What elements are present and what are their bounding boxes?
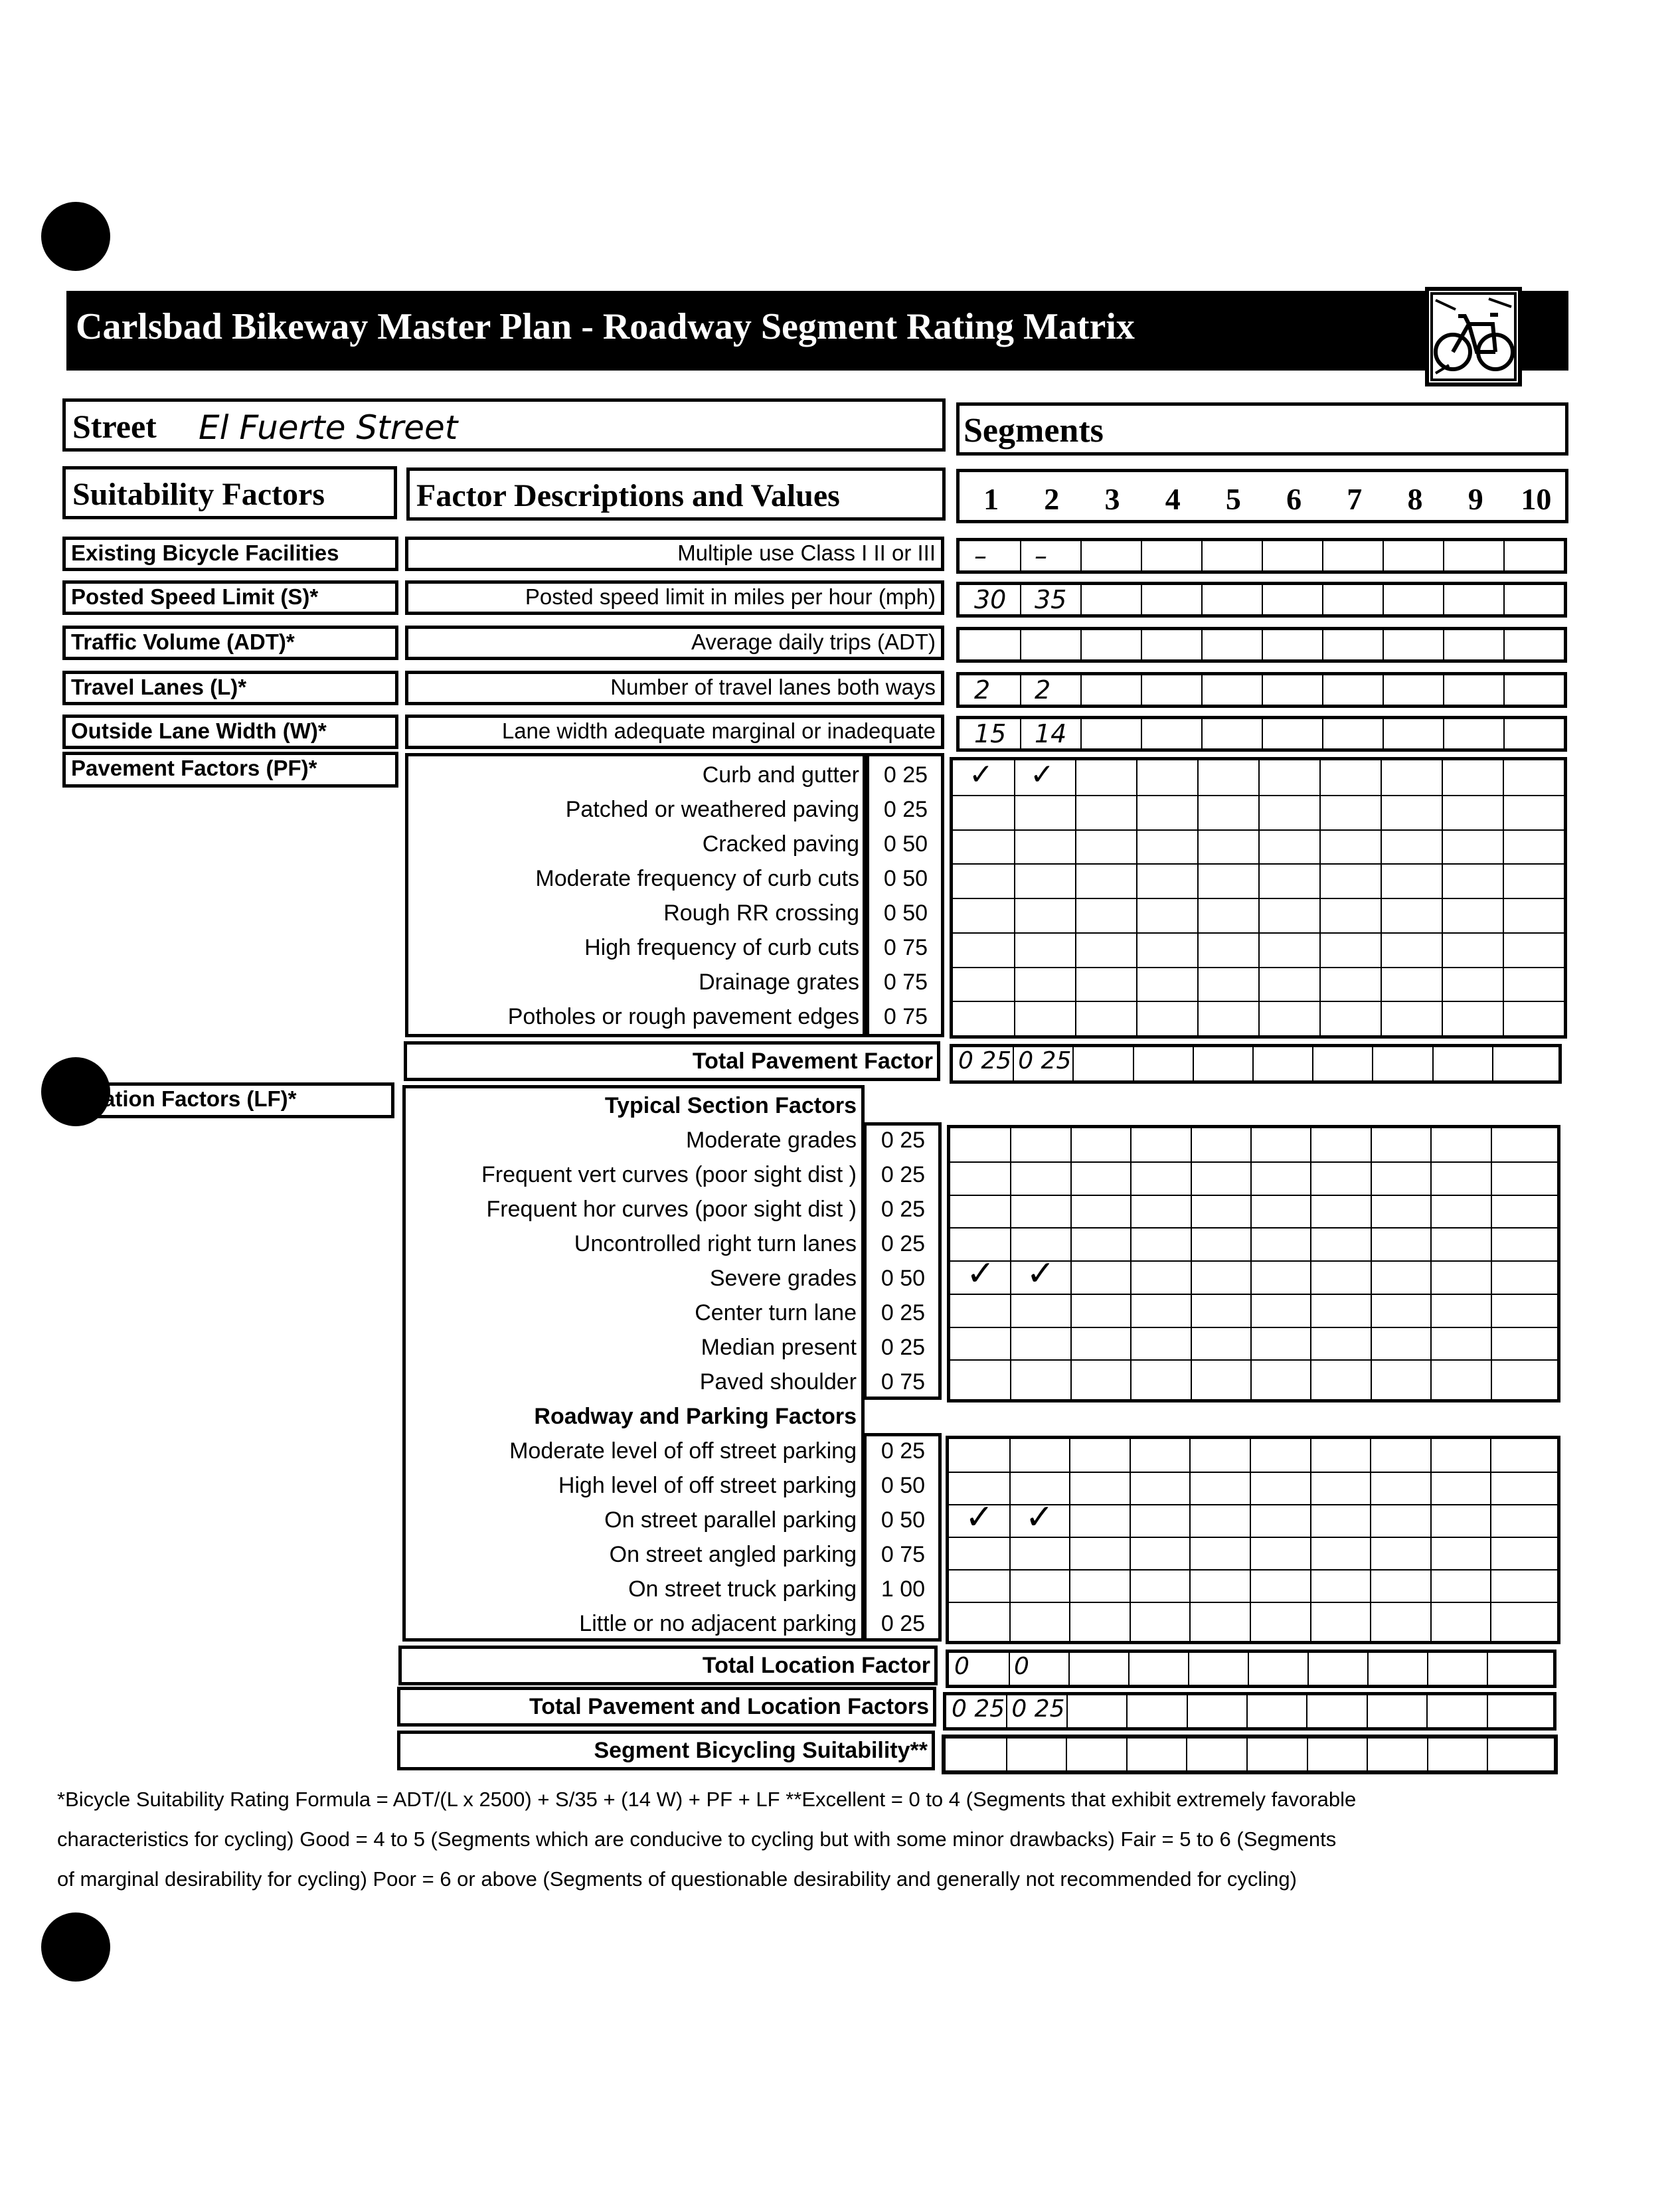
factor-grid-col-line xyxy=(1201,630,1203,659)
pavement-value-2: 0 50 xyxy=(883,831,928,857)
pavement-grid-row-line xyxy=(953,863,1564,865)
roadway-desc-4: On street truck parking xyxy=(628,1576,857,1602)
factor-entry-3-1[interactable]: 2 xyxy=(1035,675,1051,705)
factor-grid-col-line xyxy=(1141,719,1142,748)
factor-entry-1-1[interactable]: 35 xyxy=(1035,585,1067,614)
factor-grid-col-line xyxy=(1383,630,1384,659)
pavement-desc-4: Rough RR crossing xyxy=(663,900,859,926)
roadway-col-line xyxy=(1189,1439,1191,1641)
pavement-factors-label: Pavement Factors (PF)* xyxy=(62,752,398,788)
segment-number-5: 5 xyxy=(1225,482,1241,516)
factor-grid-col-line xyxy=(1080,585,1082,614)
typical-col-line xyxy=(1371,1128,1372,1399)
total-location-col-line xyxy=(1367,1653,1369,1685)
factor-grid-col-line xyxy=(1080,719,1082,748)
factor-grid-col-line xyxy=(1262,630,1263,659)
suitability-col-line xyxy=(1126,1739,1128,1770)
suitability-col-line xyxy=(1006,1739,1007,1770)
factor-grid-col-line xyxy=(1322,585,1323,614)
total-combined-col-line xyxy=(1487,1695,1488,1727)
segment-number-6: 6 xyxy=(1286,482,1302,516)
factor-grid-col-line xyxy=(1141,541,1142,570)
pavement-desc-1: Patched or weathered paving xyxy=(565,797,859,822)
pavement-grid-row-line xyxy=(953,932,1564,934)
pavement-grid-row-line xyxy=(953,795,1564,796)
roadway-desc-2: On street parallel parking xyxy=(604,1507,857,1533)
factor-grid-4 xyxy=(956,716,1567,752)
typical-col-line xyxy=(1310,1128,1311,1399)
typical-section-head: Typical Section Factors xyxy=(604,1093,857,1118)
page-title: Carlsbad Bikeway Master Plan - Roadway Segment Rating Matrix xyxy=(76,306,1135,347)
typical-value-1: 0 25 xyxy=(881,1162,926,1187)
factor-grid-col-line xyxy=(1262,585,1263,614)
roadway-value-5: 0 25 xyxy=(881,1611,926,1636)
typical-row-line xyxy=(950,1161,1557,1163)
factor-label-2: Traffic Volume (ADT)* xyxy=(62,626,398,660)
total-location-col-line xyxy=(1427,1653,1428,1685)
roadway-value-0: 0 25 xyxy=(881,1438,926,1464)
factor-label-0: Existing Bicycle Facilities xyxy=(62,537,398,571)
total-pavement-col-line xyxy=(1492,1047,1493,1080)
factor-grid-col-line xyxy=(1201,719,1203,748)
factor-grid-col-line xyxy=(1080,630,1082,659)
punch-hole-bottom xyxy=(41,1912,110,1982)
factor-label-1: Posted Speed Limit (S)* xyxy=(62,580,398,615)
total-combined-entry-0[interactable]: 0 25 xyxy=(952,1695,1005,1723)
factor-grid-col-line xyxy=(1262,675,1263,705)
typical-col-line xyxy=(1010,1128,1011,1399)
factor-desc-3: Number of travel lanes both ways xyxy=(405,671,944,705)
total-pavement-col-line xyxy=(1252,1047,1254,1080)
factor-grid-col-line xyxy=(1020,719,1021,748)
factor-grid-col-line xyxy=(1443,630,1444,659)
segment-number-10: 10 xyxy=(1521,482,1552,516)
total-pavement-grid xyxy=(950,1044,1562,1084)
total-pavement-entry-0[interactable]: 0 25 xyxy=(958,1047,1012,1074)
total-pavement-col-line xyxy=(1133,1047,1134,1080)
roadway-check-2-1[interactable]: ✓ xyxy=(1025,1497,1054,1537)
suitability-label: Segment Bicycling Suitability** xyxy=(594,1738,928,1763)
factor-entry-0-0[interactable]: – xyxy=(974,541,987,570)
suitability-col-line xyxy=(1066,1739,1067,1770)
suitability-col-line xyxy=(1487,1739,1488,1770)
factor-grid-col-line xyxy=(1503,541,1505,570)
factor-desc-4: Lane width adequate marginal or inadequate xyxy=(405,715,944,749)
typical-desc-3: Uncontrolled right turn lanes xyxy=(574,1231,857,1256)
footnote-line-1: *Bicycle Suitability Rating Formula = ADT/(L x 2500) + S/35 + (14 W) + PF + LF **Excellent = 0 to 4 (Segments that exhibit extremely favorable xyxy=(57,1788,1357,1811)
total-location-label-box xyxy=(398,1646,938,1685)
factor-grid-col-line xyxy=(1080,675,1082,705)
roadway-row-line xyxy=(949,1569,1557,1570)
typical-row-line xyxy=(950,1359,1557,1361)
pavement-grid-row-line xyxy=(953,967,1564,968)
roadway-check-2-0[interactable]: ✓ xyxy=(965,1497,994,1537)
segments-label: Segments xyxy=(964,412,1104,450)
factor-grid-col-line xyxy=(1443,719,1444,748)
suitability-col-line xyxy=(1246,1739,1248,1770)
pavement-segment-grid xyxy=(950,757,1567,1039)
roadway-col-line xyxy=(1430,1439,1432,1641)
roadway-value-4: 1 00 xyxy=(881,1576,926,1602)
factor-grid-col-line xyxy=(1262,719,1263,748)
typical-check-4-1[interactable]: ✓ xyxy=(1026,1254,1055,1294)
pavement-check-0-0[interactable]: ✓ xyxy=(969,758,993,792)
punch-hole-top xyxy=(41,202,110,271)
factor-grid-col-line xyxy=(1383,719,1384,748)
typical-desc-5: Center turn lane xyxy=(695,1300,857,1325)
factor-grid-col-line xyxy=(1020,585,1021,614)
factor-desc-0: Multiple use Class I II or III xyxy=(405,537,944,571)
location-factors-label: ation Factors (LF)* xyxy=(62,1082,394,1118)
pavement-value-5: 0 75 xyxy=(883,935,928,960)
total-location-col-line xyxy=(1068,1653,1070,1685)
factor-grid-col-line xyxy=(1383,675,1384,705)
roadway-desc-3: On street angled parking xyxy=(609,1542,857,1567)
pavement-grid-row-line xyxy=(953,829,1564,831)
total-combined-col-line xyxy=(1246,1695,1248,1727)
factor-grid-col-line xyxy=(1262,541,1263,570)
pavement-value-0: 0 25 xyxy=(883,762,928,788)
factor-grid-col-line xyxy=(1020,630,1021,659)
factor-grid-col-line xyxy=(1383,585,1384,614)
typical-col-line xyxy=(1130,1128,1132,1399)
factor-entry-0-1[interactable]: – xyxy=(1035,541,1047,570)
roadway-col-line xyxy=(1250,1439,1251,1641)
total-location-col-line xyxy=(1487,1653,1488,1685)
factor-grid-col-line xyxy=(1503,719,1505,748)
roadway-desc-1: High level of off street parking xyxy=(558,1473,857,1498)
descriptions-header-box xyxy=(406,467,946,521)
factor-grid-col-line xyxy=(1020,541,1021,570)
suitability-col-line xyxy=(1307,1739,1308,1770)
roadway-col-line xyxy=(1490,1439,1491,1641)
factor-entry-3-0[interactable]: 2 xyxy=(974,675,991,705)
total-combined-col-line xyxy=(1426,1695,1428,1727)
factor-grid-col-line xyxy=(1080,541,1082,570)
factor-grid-col-line xyxy=(1383,541,1384,570)
factor-grid-col-line xyxy=(1201,675,1203,705)
pavement-value-1: 0 25 xyxy=(883,797,928,822)
factor-grid-col-line xyxy=(1503,630,1505,659)
total-combined-label: Total Pavement and Location Factors xyxy=(529,1694,929,1719)
roadway-row-line xyxy=(949,1472,1557,1473)
total-pavement-col-line xyxy=(1432,1047,1434,1080)
factor-grid-2 xyxy=(956,627,1567,663)
factor-grid-col-line xyxy=(1503,675,1505,705)
bicycle-logo-icon xyxy=(1425,287,1522,386)
total-pavement-col-line xyxy=(1372,1047,1373,1080)
total-pavement-label-box xyxy=(404,1041,940,1081)
total-location-entry-0[interactable]: 0 xyxy=(954,1653,969,1680)
factor-grid-3 xyxy=(956,672,1567,708)
total-combined-col-line xyxy=(1066,1695,1068,1727)
typical-segment-grid xyxy=(947,1125,1560,1402)
factor-grid-0 xyxy=(956,538,1567,574)
segment-numbers-box xyxy=(956,469,1568,523)
typical-value-4: 0 50 xyxy=(881,1266,926,1291)
typical-value-5: 0 25 xyxy=(881,1300,926,1325)
factor-grid-col-line xyxy=(1322,541,1323,570)
total-pavement-col-line xyxy=(1312,1047,1313,1080)
total-location-grid xyxy=(946,1650,1556,1688)
total-combined-col-line xyxy=(1367,1695,1368,1727)
typical-desc-1: Frequent vert curves (poor sight dist ) xyxy=(481,1162,857,1187)
roadway-desc-0: Moderate level of off street parking xyxy=(509,1438,857,1464)
pavement-desc-0: Curb and gutter xyxy=(702,762,859,788)
segments-box xyxy=(956,402,1568,456)
typical-value-7: 0 75 xyxy=(881,1369,926,1395)
factor-grid-col-line xyxy=(1503,585,1505,614)
factor-entry-4-0[interactable]: 15 xyxy=(974,719,1007,748)
pavement-desc-7: Potholes or rough pavement edges xyxy=(507,1004,859,1029)
factor-desc-1: Posted speed limit in miles per hour (mph) xyxy=(405,580,944,615)
pavement-grid-row-line xyxy=(953,1001,1564,1002)
title-banner xyxy=(66,291,1568,371)
typical-col-line xyxy=(1191,1128,1192,1399)
factor-desc-2: Average daily trips (ADT) xyxy=(405,626,944,660)
typical-value-3: 0 25 xyxy=(881,1231,926,1256)
roadway-value-2: 0 50 xyxy=(881,1507,926,1533)
total-location-col-line xyxy=(1009,1653,1010,1685)
typical-value-0: 0 25 xyxy=(881,1128,926,1153)
total-location-col-line xyxy=(1128,1653,1130,1685)
typical-col-line xyxy=(1250,1128,1252,1399)
factor-grid-col-line xyxy=(1443,585,1444,614)
segment-number-9: 9 xyxy=(1468,482,1483,516)
factor-grid-col-line xyxy=(1141,630,1142,659)
roadway-value-box xyxy=(863,1433,942,1642)
roadway-value-1: 0 50 xyxy=(881,1473,926,1498)
total-combined-entry-1[interactable]: 0 25 xyxy=(1011,1695,1065,1723)
typical-col-line xyxy=(1070,1128,1072,1399)
pavement-value-6: 0 75 xyxy=(883,970,928,995)
segment-number-4: 4 xyxy=(1165,482,1181,516)
roadway-desc-5: Little or no adjacent parking xyxy=(579,1611,857,1636)
total-location-col-line xyxy=(1248,1653,1249,1685)
typical-value-6: 0 25 xyxy=(881,1335,926,1360)
total-location-label: Total Location Factor xyxy=(702,1653,930,1678)
segment-number-1: 1 xyxy=(983,482,999,516)
roadway-row-line xyxy=(949,1602,1557,1603)
typical-row-line xyxy=(950,1195,1557,1196)
factor-grid-col-line xyxy=(1141,675,1142,705)
factor-grid-col-line xyxy=(1443,541,1444,570)
factor-grid-col-line xyxy=(1020,675,1021,705)
total-location-entry-1[interactable]: 0 xyxy=(1014,1653,1029,1680)
total-combined-col-line xyxy=(1306,1695,1307,1727)
factor-grid-col-line xyxy=(1201,585,1203,614)
suitability-grid xyxy=(942,1735,1558,1774)
suitability-col-line xyxy=(1186,1739,1187,1770)
roadway-value-3: 0 75 xyxy=(881,1542,926,1567)
suitability-col-line xyxy=(1427,1739,1428,1770)
factor-entry-4-1[interactable]: 14 xyxy=(1035,719,1067,748)
footnote-line-3: of marginal desirability for cycling) Poor = 6 or above (Segments of questionable desirability and generally not recommended for cycling) xyxy=(57,1867,1297,1891)
factor-entry-1-0[interactable]: 30 xyxy=(974,585,1007,614)
pavement-value-3: 0 50 xyxy=(883,866,928,891)
typical-value-2: 0 25 xyxy=(881,1197,926,1222)
total-location-col-line xyxy=(1188,1653,1189,1685)
total-pavement-entry-1[interactable]: 0 25 xyxy=(1018,1047,1072,1074)
total-pavement-col-line xyxy=(1013,1047,1014,1080)
factor-grid-col-line xyxy=(1201,541,1203,570)
pavement-grid-row-line xyxy=(953,898,1564,899)
pavement-value-7: 0 75 xyxy=(883,1004,928,1029)
factor-grid-col-line xyxy=(1141,585,1142,614)
factor-grid-col-line xyxy=(1322,675,1323,705)
typical-desc-7: Paved shoulder xyxy=(699,1369,857,1395)
segment-number-3: 3 xyxy=(1104,482,1120,516)
suitability-col-line xyxy=(1367,1739,1368,1770)
segment-number-8: 8 xyxy=(1407,482,1423,516)
total-pavement-col-line xyxy=(1072,1047,1074,1080)
typical-row-line xyxy=(950,1294,1557,1295)
roadway-parking-head: Roadway and Parking Factors xyxy=(534,1404,857,1429)
typical-row-line xyxy=(950,1227,1557,1229)
typical-col-line xyxy=(1491,1128,1492,1399)
street-label: Street xyxy=(72,408,157,445)
pavement-desc-6: Drainage grates xyxy=(699,970,859,995)
total-combined-col-line xyxy=(1006,1695,1007,1727)
factor-label-4: Outside Lane Width (W)* xyxy=(62,715,398,749)
typical-desc-0: Moderate grades xyxy=(685,1128,857,1153)
roadway-segment-grid xyxy=(946,1436,1560,1644)
pavement-value-4: 0 50 xyxy=(883,900,928,926)
total-pavement-col-line xyxy=(1193,1047,1194,1080)
typical-check-4-0[interactable]: ✓ xyxy=(966,1254,995,1294)
roadway-col-line xyxy=(1130,1439,1131,1641)
pavement-desc-5: High frequency of curb cuts xyxy=(584,935,859,960)
segment-number-7: 7 xyxy=(1347,482,1363,516)
total-combined-label-box xyxy=(397,1687,936,1727)
pavement-check-0-1[interactable]: ✓ xyxy=(1030,758,1054,792)
suitability-header-box xyxy=(62,466,397,519)
footnote-line-2: characteristics for cycling) Good = 4 to 5 (Segments which are conducive to cycling but with some minor drawbacks) Fair = 5 to 6 (Segments xyxy=(57,1827,1337,1851)
total-combined-col-line xyxy=(1187,1695,1188,1727)
total-combined-col-line xyxy=(1126,1695,1128,1727)
pavement-desc-2: Cracked paving xyxy=(702,831,859,857)
factor-grid-col-line xyxy=(1443,675,1444,705)
roadway-col-line xyxy=(1009,1439,1011,1641)
street-box xyxy=(62,398,946,452)
descriptions-header: Factor Descriptions and Values xyxy=(416,478,840,513)
factor-label-3: Travel Lanes (L)* xyxy=(62,671,398,705)
total-combined-grid xyxy=(943,1692,1556,1731)
suitability-label-box xyxy=(397,1731,935,1770)
typical-value-box xyxy=(863,1122,942,1400)
typical-desc-2: Frequent hor curves (poor sight dist ) xyxy=(486,1197,857,1222)
suitability-header: Suitability Factors xyxy=(72,477,325,512)
typical-col-line xyxy=(1430,1128,1432,1399)
total-pavement-label: Total Pavement Factor xyxy=(692,1049,933,1074)
factor-grid-col-line xyxy=(1322,630,1323,659)
pavement-desc-3: Moderate frequency of curb cuts xyxy=(535,866,859,891)
roadway-col-line xyxy=(1069,1439,1070,1641)
roadway-col-line xyxy=(1310,1439,1311,1641)
street-value[interactable]: El Fuerte Street xyxy=(199,408,458,447)
total-location-col-line xyxy=(1307,1653,1309,1685)
typical-row-line xyxy=(950,1327,1557,1328)
factor-grid-1 xyxy=(956,582,1567,618)
roadway-col-line xyxy=(1370,1439,1371,1641)
typical-desc-6: Median present xyxy=(701,1335,857,1360)
typical-desc-4: Severe grades xyxy=(709,1266,857,1291)
segment-number-2: 2 xyxy=(1044,482,1060,516)
factor-grid-col-line xyxy=(1322,719,1323,748)
